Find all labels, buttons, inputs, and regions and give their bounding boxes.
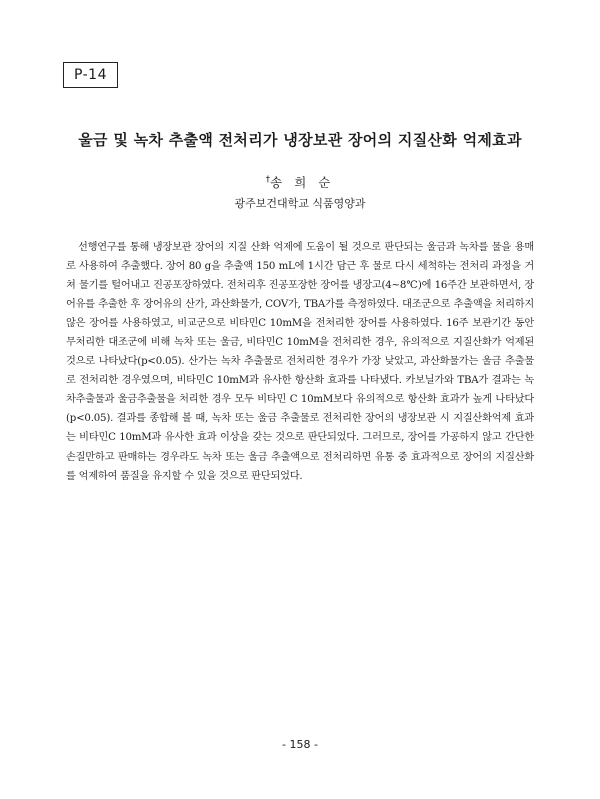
corresponding-author-mark: †	[265, 174, 271, 185]
abstract-text: 선행연구를 통해 냉장보관 장어의 지질 산화 억제에 도움이 될 것으로 판단되는 울금과 녹차를 물을 용매로 사용하여 추출했다. 장어 80 g을 추출액 150 mL에 1시간 담근 후 물로 다시 세척하는 전처리 과정을 거쳐 물기를 털어내고 진공포장하였다. 전처리후 진공포장한 장어를 냉장고(4~8℃)에 16주간 보관하면서, 장어유를 추출한 후 장어유의 산가, 과산화물가, COV가, TBA가를 측정하였다. 대조군으로 추출액을 처리하지 않은 장어를 사용하였고, 비교군으로 비타민C 10mM을 전처리한 장어를 사용하였다. 16주 보관기간 동안 무처리한 대조군에 비해 녹차 또는 울금, 비타민C 10mM을 전처리한 경우, 유의적으로 지질산화가 억제된 것으로 나타났다(p<0.05). 산가는 녹차 추출물로 전처리한 경우가 가장 낮았고, 과산화물가는 울금 추출물로 전처리한 경우였으며, 비타민C 10mM과 유사한 항산화 효과를 나타냈다. 카보닐가와 TBA가 결과는 녹차추출물과 울금추출물을 처리한 경우 모두 비타민 C 10mM보다 유의적으로 항산화 효과가 높게 나타났다(p<0.05). 결과를 종합해 볼 때, 녹차 또는 울금 추출물로 전처리한 장어의 냉장보관 시 지질산화억제 효과는 비타민C 10mM과 유사한 효과 이상을 갖는 것으로 판단되었다. 그러므로, 장어를 가공하지 않고 간단한 손질만하고 판매하는 경우라도 녹차 또는 울금 추출액으로 전처리하면 유통 중 효과적으로 장어의 지질산화를 억제하여 품질을 유지할 수 있을 것으로 판단되었다.	[66, 242, 534, 482]
author-affiliation: 광주보건대학교 식품영양과	[234, 197, 366, 210]
poster-code: P-14	[73, 67, 107, 83]
paper-title: 울금 및 녹차 추출액 전처리가 냉장보관 장어의 지질산화 억제효과	[78, 131, 522, 149]
page-number: - 158 -	[282, 738, 318, 751]
poster-code-box	[63, 62, 118, 88]
author-line	[0, 173, 600, 191]
author-name: 송 희 순	[270, 175, 335, 190]
